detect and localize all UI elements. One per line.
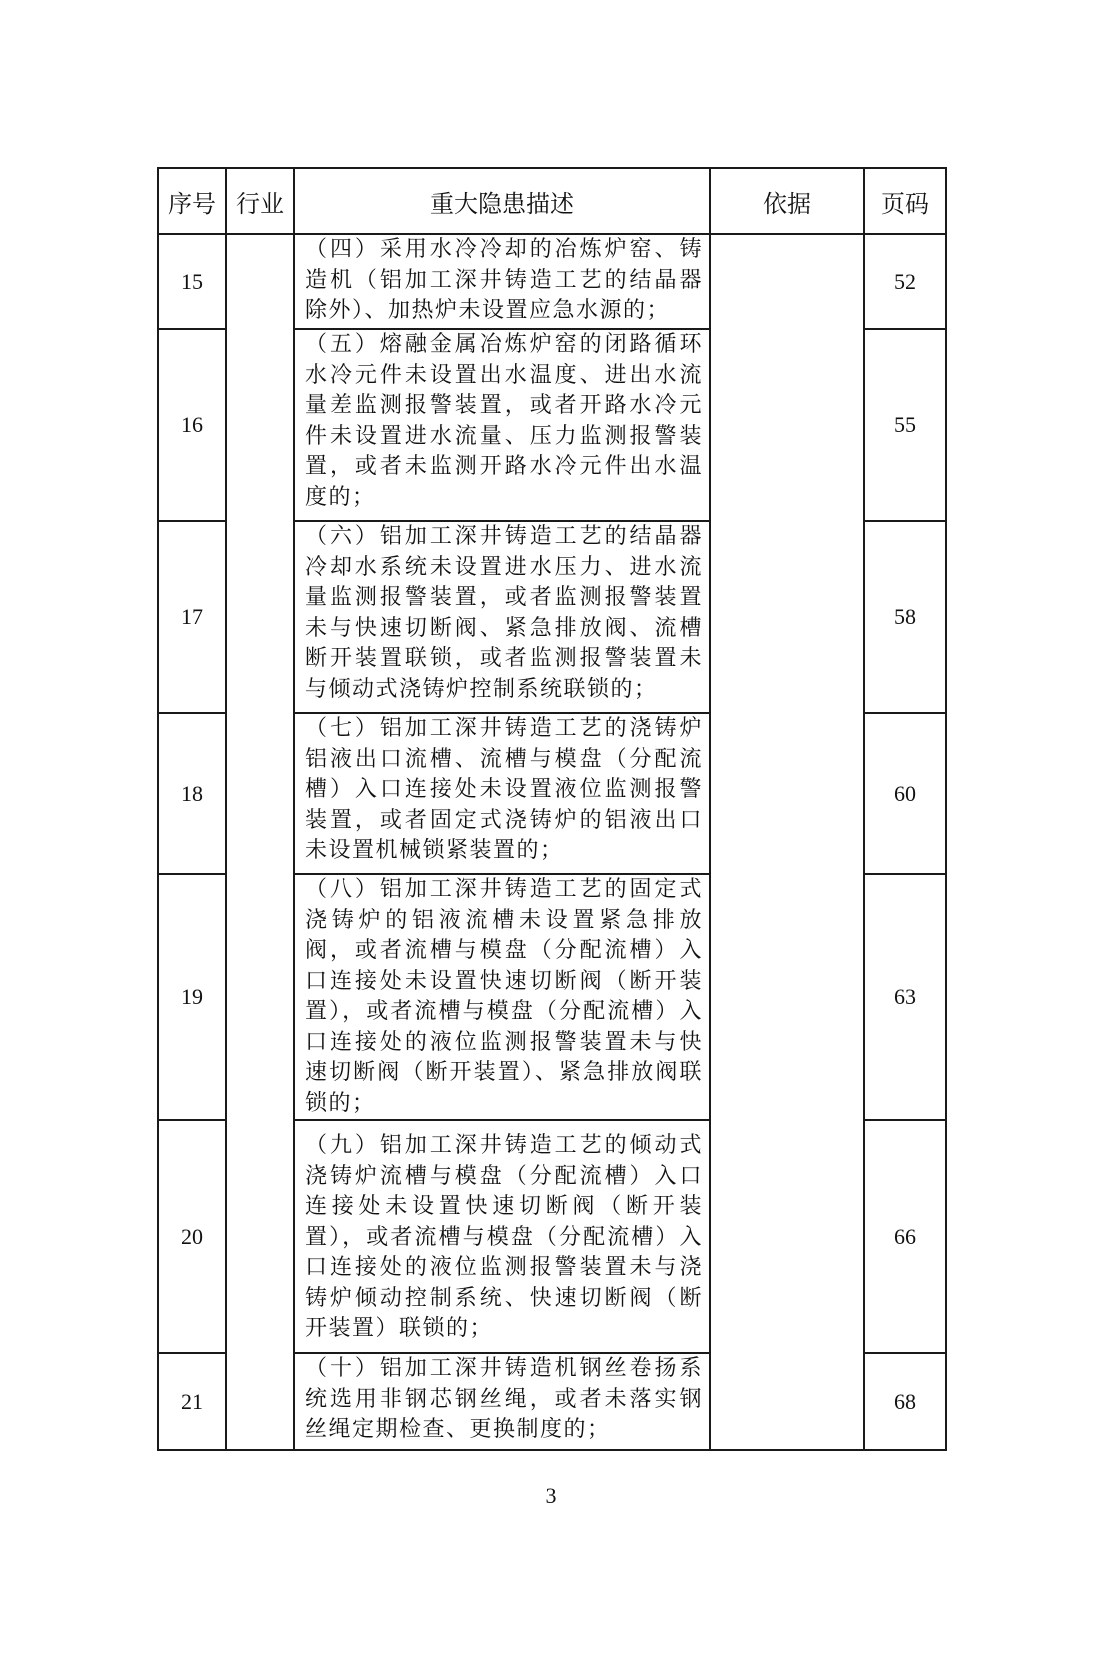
row-description: （四）采用水冷冷却的冶炼炉窑、铸造机（铝加工深井铸造工艺的结晶器除外）、加热炉未设置应急水源的； [294,234,710,329]
header-basis: 依据 [710,168,864,234]
hazard-table [157,167,947,1451]
row-num: 20 [158,1120,226,1353]
row-description: （六）铝加工深井铸造工艺的结晶器冷却水系统未设置进水压力、进水流量监测报警装置，或者监测报警装置未与快速切断阀、紧急排放阀、流槽断开装置联锁，或者监测报警装置未与倾动式浇铸炉控制系统联锁的； [294,521,710,713]
row-num: 21 [158,1353,226,1450]
row-page: 68 [864,1353,946,1450]
row-page: 63 [864,874,946,1120]
header-description: 重大隐患描述 [294,168,710,234]
basis-cell [710,234,864,1450]
row-page: 58 [864,521,946,713]
page-number: 3 [545,1483,557,1508]
row-page: 55 [864,329,946,521]
row-num: 17 [158,521,226,713]
row-description: （九）铝加工深井铸造工艺的倾动式浇铸炉流槽与模盘（分配流槽）入口连接处未设置快速切断阀（断开装置），或者流槽与模盘（分配流槽）入口连接处的液位监测报警装置未与浇铸炉倾动控制系统、快速切断阀（断开装置）联锁的； [294,1120,710,1353]
row-page: 60 [864,713,946,874]
row-num: 18 [158,713,226,874]
table-header-row [158,168,946,234]
row-description: （八）铝加工深井铸造工艺的固定式浇铸炉的铝液流槽未设置紧急排放阀，或者流槽与模盘（分配流槽）入口连接处未设置快速切断阀（断开装置），或者流槽与模盘（分配流槽）入口连接处的液位监测报警装置未与快速切断阀（断开装置）、紧急排放阀联锁的； [294,874,710,1120]
row-description: （五）熔融金属冶炼炉窑的闭路循环水冷元件未设置出水温度、进出水流量差监测报警装置，或者开路水冷元件未设置进水流量、压力监测报警装置，或者未监测开路水冷元件出水温度的； [294,329,710,521]
header-num: 序号 [158,168,226,234]
row-num: 16 [158,329,226,521]
row-description: （十）铝加工深井铸造机钢丝卷扬系统选用非钢芯钢丝绳，或者未落实钢丝绳定期检查、更换制度的； [294,1353,710,1450]
table-row [158,234,946,329]
row-num: 19 [158,874,226,1120]
industry-cell [226,234,294,1450]
row-page: 52 [864,234,946,329]
header-page: 页码 [864,168,946,234]
row-num: 15 [158,234,226,329]
header-industry: 行业 [226,168,294,234]
row-description: （七）铝加工深井铸造工艺的浇铸炉铝液出口流槽、流槽与模盘（分配流槽）入口连接处未设置液位监测报警装置，或者固定式浇铸炉的铝液出口未设置机械锁紧装置的； [294,713,710,874]
row-page: 66 [864,1120,946,1353]
